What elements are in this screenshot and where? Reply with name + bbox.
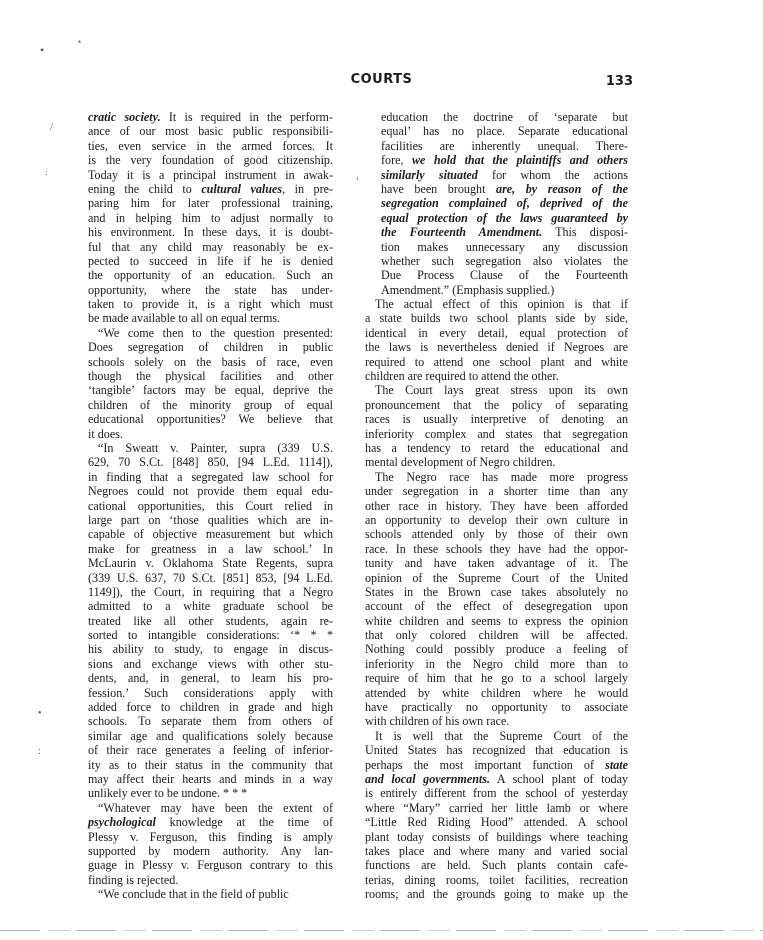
text-line: ity as to their status in the community that bbox=[88, 757, 333, 772]
right-column bbox=[365, 110, 628, 901]
text-line: States in the Brown case takes absolutely no bbox=[365, 584, 628, 599]
text-line: children of the minority group of equal bbox=[88, 397, 333, 412]
text-line: where “Mary” carried her little lamb or where bbox=[365, 800, 628, 815]
text-line: similarly situated for whom the actions bbox=[381, 167, 628, 182]
stray-mark: • bbox=[40, 43, 45, 57]
text-line: terias, dining rooms, toilet facilities, recreation bbox=[365, 872, 628, 887]
text-line: race. In these schools they have had the oppor- bbox=[365, 541, 628, 556]
text-line: other race in history. They have been afforded bbox=[365, 498, 628, 513]
text-line: and local governments. A school plant of today bbox=[365, 771, 628, 786]
text-line: schools. To separate them from others of bbox=[88, 714, 333, 729]
text-line: “Little Red Riding Hood” attended. A school bbox=[365, 815, 628, 830]
text-line: facilities are inherently unequal. There- bbox=[381, 138, 628, 153]
text-line: Does segregation of children in public bbox=[88, 340, 333, 355]
text-line: (339 U.S. 637, 70 S.Ct. [851] 853, [94 L.Ed. bbox=[88, 570, 333, 585]
text-line: “In Sweatt v. Painter, supra (339 U.S. bbox=[98, 440, 333, 455]
text-line: make for greatness in a law school.’ In bbox=[88, 541, 333, 556]
text-line: schools attended only by those of their own bbox=[365, 527, 628, 542]
text-line: his environment. In these days, it is doubt- bbox=[88, 225, 333, 240]
text-line: ties, even service in the armed forces. It bbox=[88, 138, 333, 153]
text-line: Negroes could not provide them equal edu- bbox=[88, 484, 333, 499]
text-line: may affect their hearts and minds in a way bbox=[88, 771, 333, 786]
text-line: plant today consists of buildings where teaching bbox=[365, 829, 628, 844]
text-line: ful that any child may reasonably be ex- bbox=[88, 239, 333, 254]
text-line: that only colored children will be affected. bbox=[365, 628, 628, 643]
text-line: under segregation in a shorter time than any bbox=[365, 484, 628, 499]
text-line: ‘tangible’ factors may be equal, deprive the bbox=[88, 383, 333, 398]
page-bottom-edge bbox=[0, 930, 763, 931]
text-line: capable of objective measurement but which bbox=[88, 527, 333, 542]
text-line: takes place and where many and varied social bbox=[365, 843, 628, 858]
text-line: opinion of the Supreme Court of the United bbox=[365, 570, 628, 585]
text-line: ance of our most basic public responsibili- bbox=[88, 124, 333, 139]
text-line: attended by white children where he would bbox=[365, 685, 628, 700]
text-line: opportunity, where the state has under- bbox=[88, 282, 333, 297]
text-line: the Fourteenth Amendment. This disposi- bbox=[381, 225, 628, 240]
text-line: McLaurin v. Oklahoma State Regents, supra bbox=[88, 556, 333, 571]
text-line: whether such segregation also violates the bbox=[381, 253, 628, 268]
text-line: unlikely ever to be undone. * * * bbox=[88, 786, 248, 801]
text-line: the opportunity of an education. Such an bbox=[88, 268, 333, 283]
text-line: segregation complained of, deprived of the bbox=[381, 196, 628, 211]
text-line: tion makes unnecessary any discussion bbox=[381, 239, 628, 254]
text-line: it does. bbox=[88, 426, 123, 441]
text-line: with children of his own race. bbox=[365, 714, 510, 729]
text-line: Due Process Clause of the Fourteenth bbox=[381, 268, 628, 283]
text-line: cratic society. It is required in the perform- bbox=[88, 110, 333, 124]
text-line: have practically no opportunity to associate bbox=[365, 700, 628, 715]
text-line: supported by modern authority. Any lan- bbox=[88, 843, 333, 858]
text-line: children are required to attend the other. bbox=[365, 369, 559, 384]
text-line: “We conclude that in the field of public bbox=[98, 887, 289, 902]
text-line: “We come then to the question presented: bbox=[98, 325, 333, 340]
text-line: his ability to study, to engage in discus- bbox=[88, 642, 333, 657]
stray-mark: : bbox=[38, 746, 41, 757]
text-line: though the physical facilities and other bbox=[88, 369, 333, 384]
text-line: rooms; and the grounds going to make up the bbox=[365, 887, 628, 902]
text-line: Today it is a principal instrument in awak- bbox=[88, 167, 333, 182]
text-line: be made available to all on equal terms. bbox=[88, 311, 281, 326]
text-line: white children and seems to express the opinion bbox=[365, 613, 628, 628]
text-line: “Whatever may have been the extent of bbox=[98, 800, 333, 815]
text-line: inferiority complex and states that segregation bbox=[365, 426, 628, 441]
text-line: ening the child to cultural values, in pre- bbox=[88, 181, 333, 196]
text-line: The actual effect of this opinion is that if bbox=[375, 297, 628, 312]
text-line: Plessy v. Ferguson, this finding is amply bbox=[88, 829, 333, 844]
text-line: in finding that a segregated law school for bbox=[88, 469, 333, 484]
text-line: has a tendency to retard the educational and bbox=[365, 440, 628, 455]
text-line: is the very foundation of good citizenship. bbox=[88, 153, 333, 168]
text-line: education the doctrine of ‘separate but bbox=[381, 110, 628, 124]
text-line: 1149]), the Court, in requiring that a Negro bbox=[88, 584, 333, 599]
stray-mark: • bbox=[78, 37, 82, 47]
text-line: fore, we hold that the plaintiffs and others bbox=[381, 153, 628, 168]
stray-mark: / bbox=[50, 122, 53, 133]
text-line: fession.’ Such considerations apply with bbox=[88, 685, 333, 700]
text-line: United States has recognized that education is bbox=[365, 743, 628, 758]
text-line: schools solely on the basis of race, even bbox=[88, 354, 333, 369]
text-line: The Court lays great stress upon its own bbox=[375, 383, 628, 398]
running-header-title: COURTS bbox=[350, 72, 413, 87]
page-number: 133 bbox=[605, 74, 633, 89]
text-line: dents, and, in general, to learn his pro- bbox=[88, 671, 333, 686]
text-line: the laws is nevertheless denied if Negroes are bbox=[365, 340, 628, 355]
stray-mark: ‹ bbox=[356, 173, 359, 183]
text-line: The Negro race has made more progress bbox=[375, 469, 628, 484]
stray-mark: • bbox=[38, 708, 42, 719]
text-line: similar age and qualifications solely because bbox=[88, 728, 333, 743]
text-line: equal’ has no place. Separate educational bbox=[381, 124, 628, 139]
text-line: 629, 70 S.Ct. [848] 850, [94 L.Ed. 1114]), bbox=[88, 455, 333, 470]
text-line: psychological knowledge at the time of bbox=[88, 815, 333, 830]
text-line: races is usually interpretive of denoting an bbox=[365, 412, 628, 427]
text-line: guage in Plessy v. Ferguson contrary to this bbox=[88, 858, 333, 873]
text-line: account of the effect of desegregation upon bbox=[365, 599, 628, 614]
text-line: finding is rejected. bbox=[88, 872, 179, 887]
text-line: taken to provide it, is a right which must bbox=[88, 297, 333, 312]
text-line: added force to children in grade and high bbox=[88, 700, 333, 715]
text-line: identical in every detail, equal protection of bbox=[365, 325, 628, 340]
text-line: required to attend one school plant and white bbox=[365, 354, 628, 369]
text-line: inferiority in the Negro child more than to bbox=[365, 656, 628, 671]
text-line: is entirely different from the school of yesterday bbox=[365, 786, 628, 801]
text-line: an opportunity to develop their own culture in bbox=[365, 512, 628, 527]
text-line: pronouncement that the policy of separating bbox=[365, 397, 628, 412]
text-line: mental development of Negro children. bbox=[365, 455, 556, 470]
text-line: tunity and have taken advantage of it. The bbox=[365, 556, 628, 571]
text-line: It is well that the Supreme Court of the bbox=[375, 728, 628, 743]
text-line: equal protection of the laws guaranteed by bbox=[381, 210, 628, 225]
text-line: large part on ‘those qualities which are in- bbox=[88, 512, 333, 527]
text-line: educational opportunities? We believe that bbox=[88, 412, 333, 427]
text-line: admitted to a white graduate school be bbox=[88, 599, 333, 614]
text-line: paring him for later professional training, bbox=[88, 196, 333, 211]
text-line: cational opportunities, this Court relied in bbox=[88, 498, 333, 513]
text-line: Amendment.” (Emphasis supplied.) bbox=[381, 282, 555, 297]
text-line: of their race generates a feeling of inferior- bbox=[88, 743, 333, 758]
text-line: sorted to intangible considerations: ‘* * * bbox=[88, 628, 333, 643]
text-line: have been brought are, by reason of the bbox=[381, 181, 629, 196]
text-line: a state builds two school plants side by side, bbox=[365, 311, 628, 326]
text-line: Nothing could possibly produce a feeling of bbox=[365, 642, 628, 657]
stray-mark: : bbox=[45, 167, 48, 177]
text-line: require of him that he go to a school largely bbox=[365, 671, 628, 686]
text-line: perhaps the most important function of state bbox=[365, 757, 628, 772]
text-line: sions and exchange views with other stu- bbox=[88, 656, 333, 671]
text-line: and in helping him to adjust normally to bbox=[88, 210, 333, 225]
text-line: pected to succeed in life if he is denied bbox=[88, 253, 333, 268]
text-line: treated like all other students, again re- bbox=[88, 613, 333, 628]
text-line: functions are held. Such plants contain cafe- bbox=[365, 858, 628, 873]
left-column bbox=[88, 110, 333, 901]
